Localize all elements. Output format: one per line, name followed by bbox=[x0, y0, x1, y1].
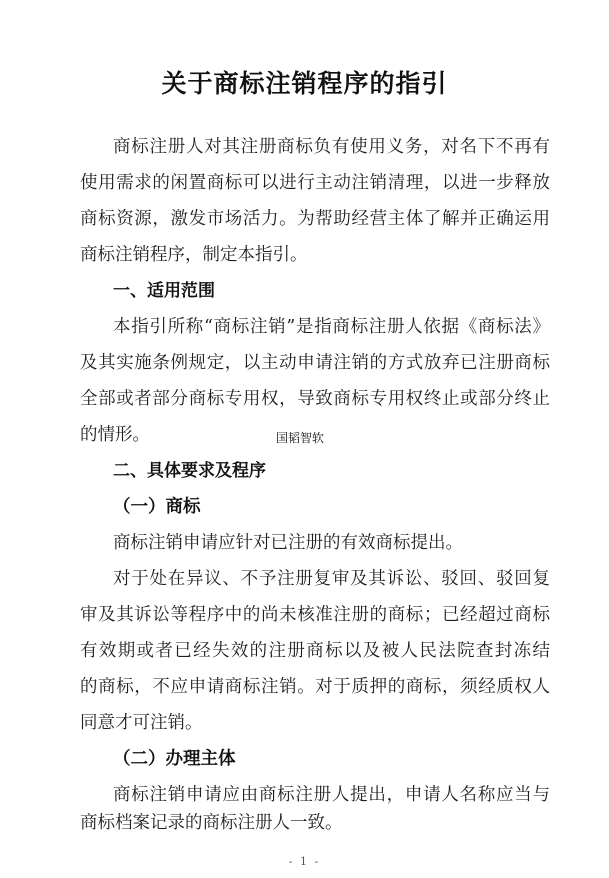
paragraph-line: 审及其诉讼等程序中的尚未核准注册的商标；已经超过商标 bbox=[80, 605, 550, 625]
paragraph-line: 商标注销程序，制定本指引。 bbox=[80, 245, 308, 265]
paragraph-line: 的商标，不应申请商标注销。对于质押的商标，须经质权人 bbox=[80, 677, 550, 697]
paragraph-line: 及其实施条例规定，以主动申请注销的方式放弃已注册商标 bbox=[80, 353, 550, 373]
paragraph-line: 全部或者部分商标专用权，导致商标专用权终止或部分终止 bbox=[80, 389, 550, 409]
paragraph-line: 同意才可注销。 bbox=[80, 713, 203, 733]
paragraph-line: 有效期或者已经失效的注册商标以及被人民法院查封冻结 bbox=[80, 641, 550, 661]
paragraph-line: 商标注销申请应由商标注册人提出，申请人名称应当与 bbox=[113, 785, 550, 805]
paragraph-line: 对于处在异议、不予注册复审及其诉讼、驳回、驳回复 bbox=[113, 569, 550, 589]
subsection-heading-trademark: （一）商标 bbox=[113, 497, 201, 517]
paragraph-line: 商标注册人对其注册商标负有使用义务，对名下不再有 bbox=[113, 137, 550, 157]
paragraph-line: 商标注销申请应针对已注册的有效商标提出。 bbox=[113, 533, 463, 553]
watermark-stamp: 国韬智软 bbox=[276, 431, 325, 445]
section-heading-procedure: 二、具体要求及程序 bbox=[113, 461, 266, 481]
paragraph-line: 使用需求的闲置商标可以进行主动注销清理，以进一步释放 bbox=[80, 173, 550, 193]
page-number: - 1 - bbox=[288, 855, 321, 868]
paragraph-line: 商标档案记录的商标注册人一致。 bbox=[80, 813, 343, 833]
paragraph-line: 本指引所称“商标注销”是指商标注册人依据《商标法》 bbox=[113, 317, 550, 337]
paragraph-line: 的情形。 bbox=[80, 425, 150, 445]
section-heading-scope: 一、适用范围 bbox=[113, 281, 215, 301]
document-title: 关于商标注销程序的指引 bbox=[161, 69, 448, 98]
paragraph-line: 商标资源，激发市场活力。为帮助经营主体了解并正确运用 bbox=[80, 209, 550, 229]
subsection-heading-subject: （二）办理主体 bbox=[113, 749, 236, 769]
